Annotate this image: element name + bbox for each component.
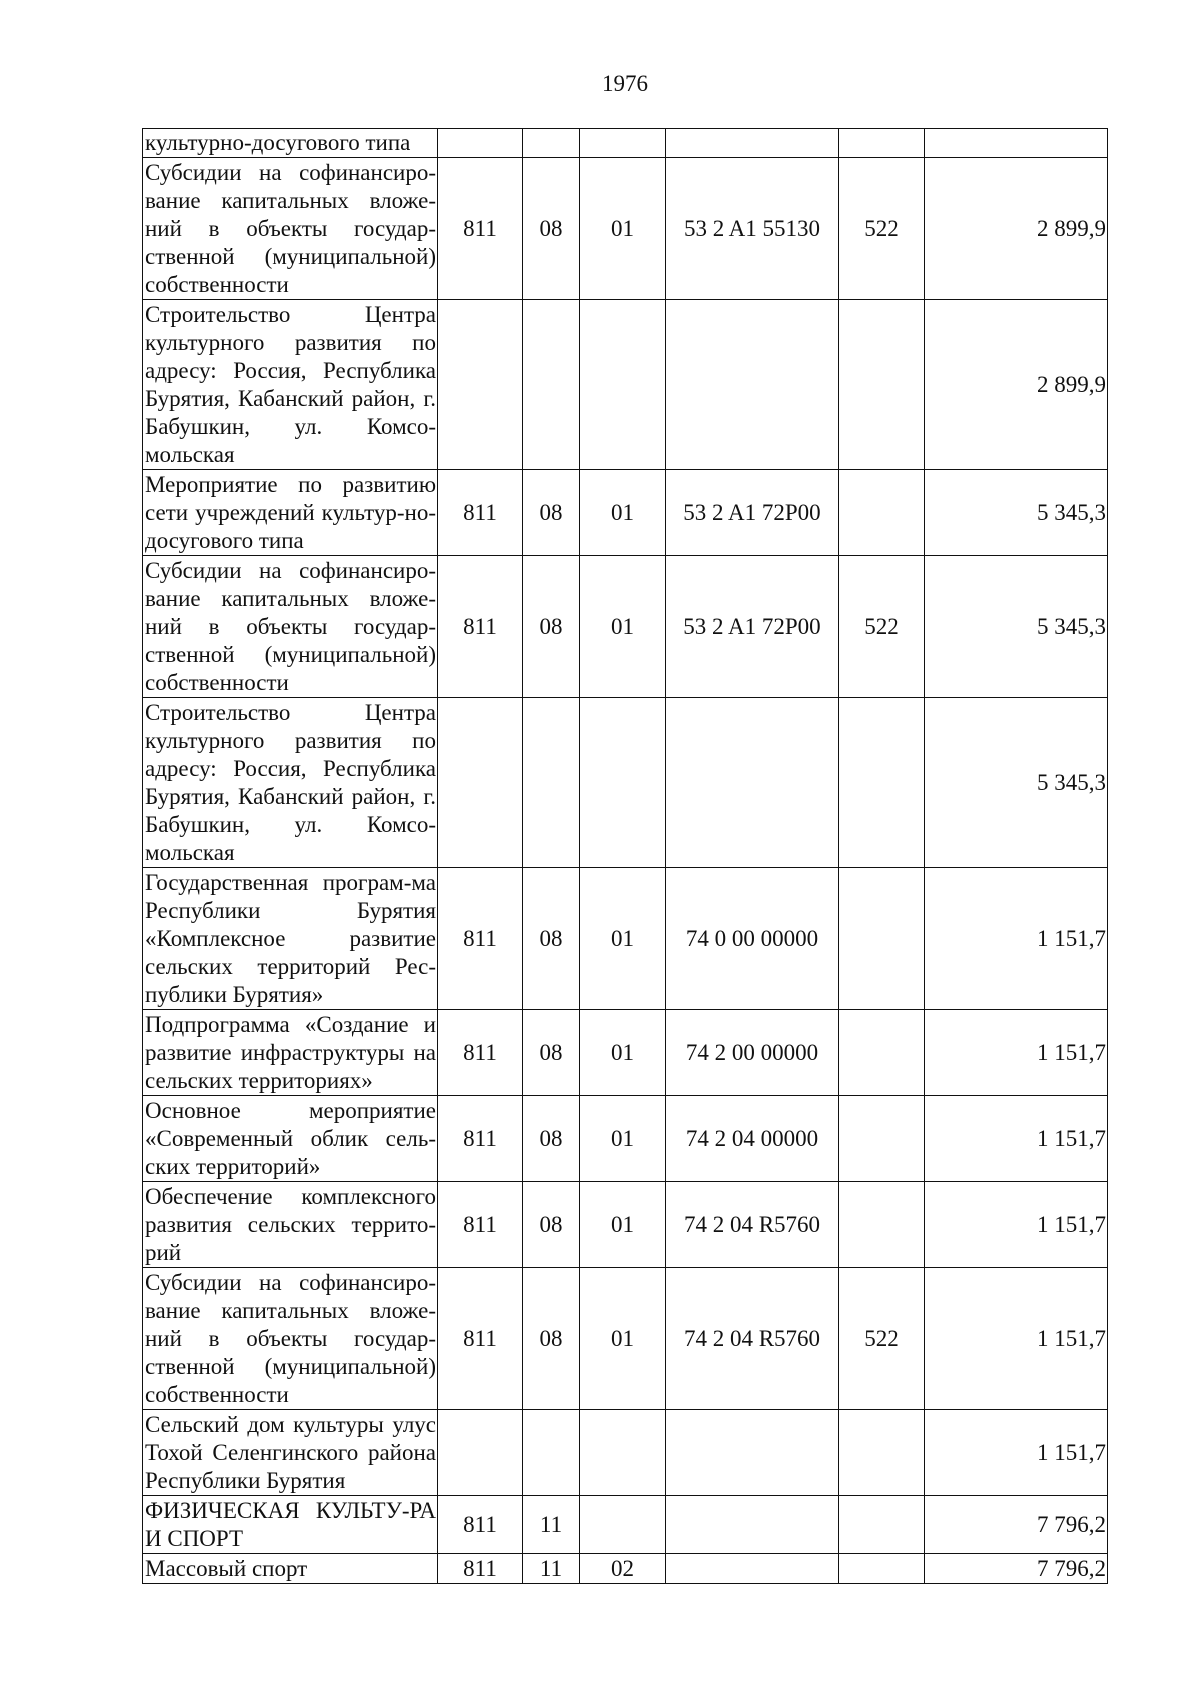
cell-ministry-code: [438, 1410, 523, 1496]
table-row: [143, 1410, 1108, 1496]
cell-expense-type: [839, 868, 925, 1010]
cell-subsection-code: [580, 300, 666, 470]
cell-expense-type: [839, 698, 925, 868]
cell-section-code: 08: [523, 470, 580, 556]
cell-subsection-code: 01: [580, 556, 666, 698]
cell-name: Субсидии на софинансиро-вание капитальных вложе-ний в объекты государ-ственной (муниципальной) собственности: [143, 556, 438, 698]
table-row: [143, 1496, 1108, 1554]
cell-section-code: 08: [523, 1268, 580, 1410]
cell-name: Основное мероприятие «Современный облик сель-ских территорий»: [143, 1096, 438, 1182]
cell-section-code: 11: [523, 1554, 580, 1584]
cell-subsection-code: 01: [580, 1268, 666, 1410]
cell-section-code: [523, 129, 580, 158]
cell-amount: 2 899,9: [925, 158, 1108, 300]
cell-section-code: 08: [523, 158, 580, 300]
cell-amount: 7 796,2: [925, 1554, 1108, 1584]
cell-expense-type: [839, 129, 925, 158]
cell-amount: [925, 129, 1108, 158]
table-row: [143, 868, 1108, 1010]
cell-target-article: 53 2 A1 55130: [666, 158, 839, 300]
cell-subsection-code: [580, 1410, 666, 1496]
cell-ministry-code: 811: [438, 1096, 523, 1182]
cell-ministry-code: [438, 300, 523, 470]
table-row: [143, 1554, 1108, 1584]
cell-subsection-code: [580, 129, 666, 158]
cell-subsection-code: 01: [580, 470, 666, 556]
table-body: [143, 129, 1108, 1584]
table-row: [143, 470, 1108, 556]
cell-name: Мероприятие по развитию сети учреждений культур-но-досугового типа: [143, 470, 438, 556]
cell-ministry-code: 811: [438, 868, 523, 1010]
cell-amount: 5 345,3: [925, 698, 1108, 868]
cell-amount: 7 796,2: [925, 1496, 1108, 1554]
cell-name: Массовый спорт: [143, 1554, 438, 1584]
cell-section-code: 11: [523, 1496, 580, 1554]
table-row: [143, 129, 1108, 158]
cell-ministry-code: [438, 698, 523, 868]
cell-ministry-code: 811: [438, 1554, 523, 1584]
cell-name: культурно-досугового типа: [143, 129, 438, 158]
cell-target-article: 74 2 04 R5760: [666, 1268, 839, 1410]
cell-subsection-code: [580, 698, 666, 868]
cell-target-article: [666, 1496, 839, 1554]
cell-ministry-code: 811: [438, 1496, 523, 1554]
cell-section-code: 08: [523, 556, 580, 698]
cell-section-code: [523, 1410, 580, 1496]
page-number: 1976: [602, 71, 648, 96]
cell-target-article: 74 2 00 00000: [666, 1010, 839, 1096]
cell-expense-type: 522: [839, 158, 925, 300]
cell-amount: 1 151,7: [925, 868, 1108, 1010]
cell-amount: 5 345,3: [925, 470, 1108, 556]
cell-target-article: 53 2 A1 72P00: [666, 470, 839, 556]
table-row: [143, 1010, 1108, 1096]
cell-amount: 1 151,7: [925, 1268, 1108, 1410]
budget-table: [142, 128, 1108, 1584]
cell-amount: 1 151,7: [925, 1182, 1108, 1268]
cell-target-article: 74 2 04 R5760: [666, 1182, 839, 1268]
cell-section-code: [523, 300, 580, 470]
cell-amount: 1 151,7: [925, 1096, 1108, 1182]
cell-section-code: 08: [523, 1096, 580, 1182]
cell-ministry-code: 811: [438, 556, 523, 698]
cell-expense-type: [839, 1554, 925, 1584]
cell-expense-type: [839, 1010, 925, 1096]
cell-expense-type: [839, 300, 925, 470]
cell-section-code: 08: [523, 868, 580, 1010]
cell-expense-type: [839, 1182, 925, 1268]
cell-ministry-code: 811: [438, 1182, 523, 1268]
cell-target-article: 74 2 04 00000: [666, 1096, 839, 1182]
table-row: [143, 698, 1108, 868]
cell-target-article: 53 2 A1 72P00: [666, 556, 839, 698]
cell-name: Сельский дом культуры улус Тохой Селенгинского района Республики Бурятия: [143, 1410, 438, 1496]
cell-expense-type: [839, 1096, 925, 1182]
cell-amount: 2 899,9: [925, 300, 1108, 470]
cell-section-code: 08: [523, 1010, 580, 1096]
cell-subsection-code: 01: [580, 1182, 666, 1268]
cell-target-article: 74 0 00 00000: [666, 868, 839, 1010]
cell-name: ФИЗИЧЕСКАЯ КУЛЬТУ-РА И СПОРТ: [143, 1496, 438, 1554]
cell-expense-type: [839, 470, 925, 556]
cell-subsection-code: [580, 1496, 666, 1554]
cell-amount: 5 345,3: [925, 556, 1108, 698]
cell-subsection-code: 01: [580, 158, 666, 300]
table-row: [143, 1096, 1108, 1182]
cell-target-article: [666, 1554, 839, 1584]
cell-target-article: [666, 300, 839, 470]
cell-ministry-code: 811: [438, 158, 523, 300]
table-row: [143, 1268, 1108, 1410]
cell-subsection-code: 01: [580, 868, 666, 1010]
cell-subsection-code: 01: [580, 1096, 666, 1182]
cell-section-code: 08: [523, 1182, 580, 1268]
cell-expense-type: 522: [839, 1268, 925, 1410]
cell-name: Строительство Центра культурного развития по адресу: Россия, Республика Бурятия, Кабанский район, г. Бабушкин, ул. Комсо-мольская: [143, 698, 438, 868]
cell-amount: 1 151,7: [925, 1010, 1108, 1096]
cell-expense-type: 522: [839, 556, 925, 698]
cell-subsection-code: 01: [580, 1010, 666, 1096]
cell-target-article: [666, 698, 839, 868]
cell-amount: 1 151,7: [925, 1410, 1108, 1496]
cell-target-article: [666, 129, 839, 158]
cell-section-code: [523, 698, 580, 868]
cell-name: Строительство Центра культурного развития по адресу: Россия, Республика Бурятия, Кабанский район, г. Бабушкин, ул. Комсо-мольская: [143, 300, 438, 470]
cell-subsection-code: 02: [580, 1554, 666, 1584]
cell-name: Обеспечение комплексного развития сельских террито-рий: [143, 1182, 438, 1268]
cell-ministry-code: [438, 129, 523, 158]
cell-ministry-code: 811: [438, 470, 523, 556]
cell-expense-type: [839, 1496, 925, 1554]
cell-expense-type: [839, 1410, 925, 1496]
cell-ministry-code: 811: [438, 1268, 523, 1410]
cell-ministry-code: 811: [438, 1010, 523, 1096]
table-row: [143, 556, 1108, 698]
cell-name: Субсидии на софинансиро-вание капитальных вложе-ний в объекты государ-ственной (муниципальной) собственности: [143, 1268, 438, 1410]
cell-name: Субсидии на софинансиро-вание капитальных вложе-ний в объекты государ-ственной (муниципальной) собственности: [143, 158, 438, 300]
table-row: [143, 300, 1108, 470]
cell-target-article: [666, 1410, 839, 1496]
table-row: [143, 158, 1108, 300]
table-row: [143, 1182, 1108, 1268]
cell-name: Подпрограмма «Создание и развитие инфраструктуры на сельских территориях»: [143, 1010, 438, 1096]
cell-name: Государственная програм-ма Республики Бурятия «Комплексное развитие сельских территорий Рес-публики Бурятия»: [143, 868, 438, 1010]
